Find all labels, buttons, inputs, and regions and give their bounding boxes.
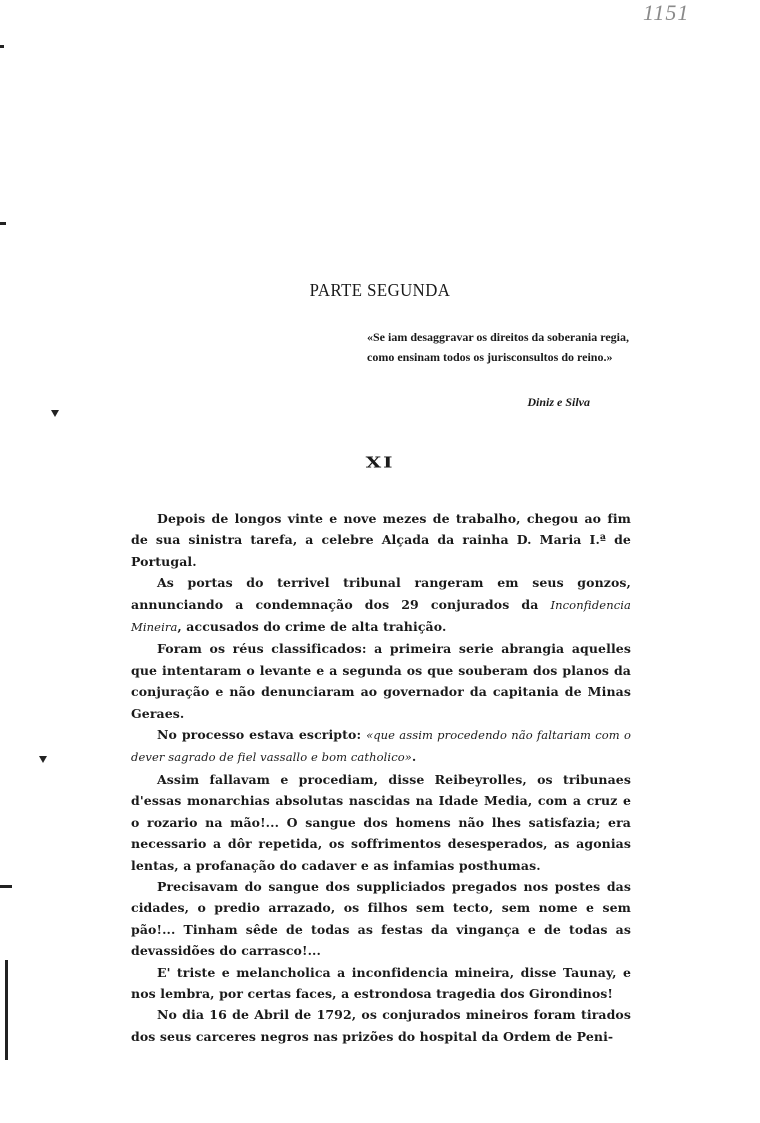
- paragraph-text: As portas do terrivel tribunal rangeram em seus gonzos, annunciando a condemnação dos 29 conjurados da: [131, 575, 631, 612]
- body-text: [131, 508, 631, 1047]
- paragraph: No dia 16 de Abril de 1792, os conjurados mineiros foram tirados dos seus carceres negros nas prizões do hospital da Ordem de Peni-: [131, 1007, 631, 1044]
- paragraph: Foram os réus classificados: a primeira serie abrangia aquelles que intentaram o levante e a segunda os que souberam dos planos da conjuração e não denunciaram ao governador da capitania de Minas Geraes.: [131, 641, 631, 721]
- paragraph: Assim fallavam e procediam, disse Reibeyrolles, os tribunaes d'essas monarchias absolutas nascidas na Idade Media, com a cruz e o rozario na mão!... O sangue dos homens não lhes satisfazia; era necessario a dôr repetida, os soffrimentos desesperados, as agonias lentas, a profanação do cadaver e as infamias posthumas.: [131, 771, 631, 873]
- scan-edge-line: [5, 960, 8, 1060]
- epigraph-quote: «Se iam desaggravar os direitos da soberania regia, como ensinam todos os jurisconsultos do reino.»: [367, 330, 629, 364]
- page-title: PARTE SEGUNDA: [309, 280, 451, 301]
- handwritten-page-mark: 1151: [643, 0, 690, 25]
- scan-edge-mark: [0, 885, 12, 888]
- scan-edge-mark: [0, 45, 4, 48]
- scan-edge-arrow: [51, 410, 59, 417]
- epigraph-author: Diniz e Silva: [527, 395, 590, 409]
- paragraph: E' triste e melancholica a inconfidencia mineira, disse Taunay, e nos lembra, por certas faces, a estrondosa tragedia dos Girondinos!: [131, 964, 631, 1001]
- paragraph-text: , accusados do crime de alta trahição.: [177, 619, 447, 635]
- scan-edge-mark: [0, 222, 6, 225]
- paragraph-italic: Inconfidencia Mineira: [131, 597, 631, 635]
- chapter-number: XI: [365, 453, 395, 471]
- paragraph-text: .: [411, 749, 417, 765]
- paragraph-italic: «que assim procedendo não faltariam com o dever sagrado de fiel vassallo e bom catholico»: [131, 728, 631, 765]
- paragraph: Depois de longos vinte e nove mezes de trabalho, chegou ao fim de sua sinistra tarefa, a celebre Alçada da rainha D. Maria I.ª de Portugal.: [131, 511, 631, 569]
- paragraph-text: No processo estava escripto:: [157, 727, 367, 743]
- paragraph: [131, 724, 631, 769]
- paragraph: Precisavam do sangue dos suppliciados pregados nos postes das cidades, o predio arrazado, os filhos sem tecto, sem nome e sem pão!... Tinham sêde de todas as festas da vingança e de todas as devassidões do carrasco!...: [131, 878, 631, 959]
- scan-edge-arrow: [39, 756, 47, 763]
- paragraph: [131, 572, 631, 638]
